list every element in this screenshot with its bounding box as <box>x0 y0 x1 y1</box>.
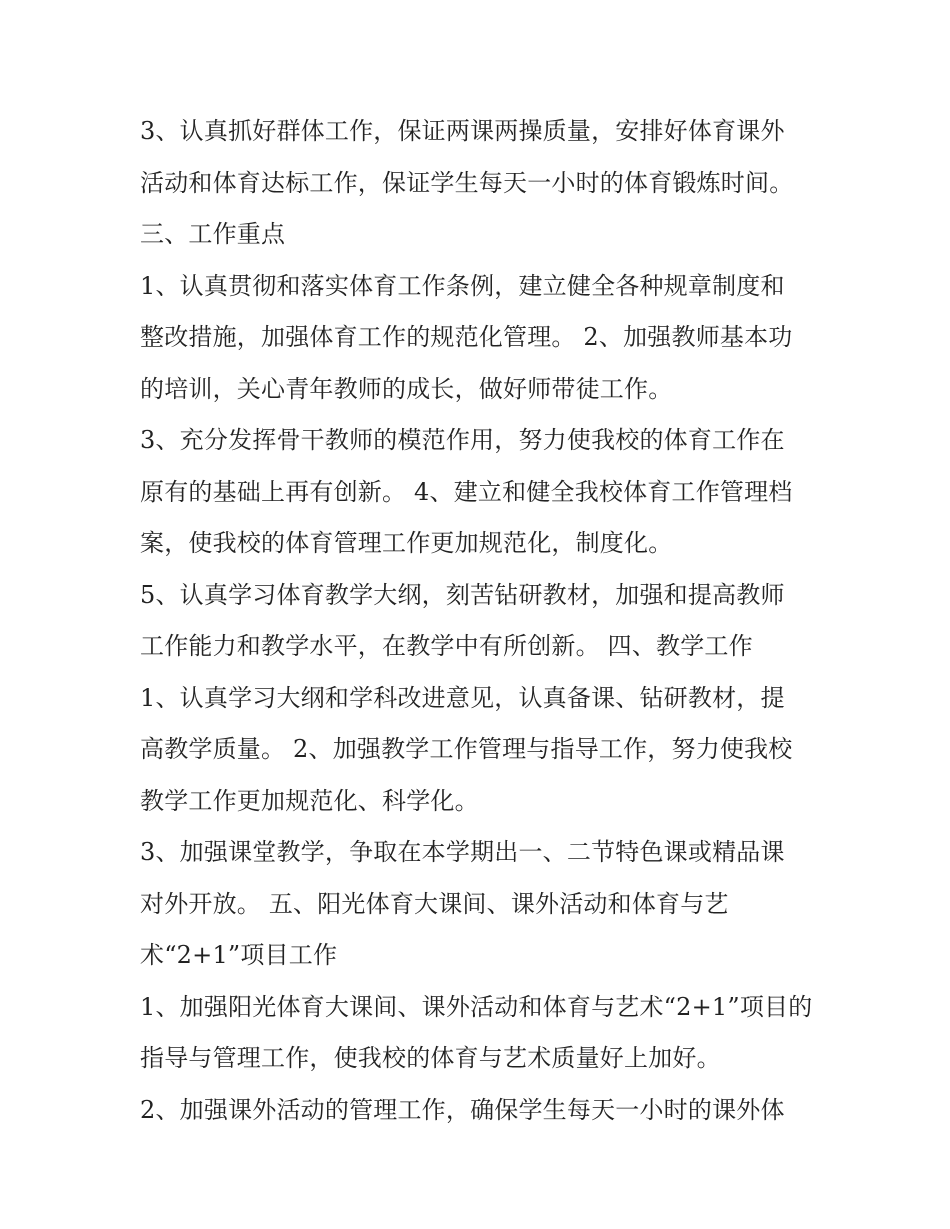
text-line: 对外开放。 五、阳光体育大课间、课外活动和体育与艺 <box>140 889 729 918</box>
text-line: 教学工作更加规范化、科学化。 <box>140 786 479 815</box>
text-line: 指导与管理工作，使我校的体育与艺术质量好上加好。 <box>140 1044 721 1072</box>
text-line: 3、充分发挥骨干教师的模范作用，努力使我校的体育工作在 <box>140 426 785 454</box>
text-line: 术“2+1”项目工作 <box>140 941 338 969</box>
text-line: 1、加强阳光体育大课间、课外活动和体育与艺术“2+1”项目的 <box>140 992 813 1021</box>
document-body <box>140 106 820 1136</box>
text-line: 的培训，关心青年教师的成长，做好师带徒工作。 <box>140 374 673 403</box>
text-line: 5、认真学习体育教学大纲，刻苦钻研教材，加强和提高教师 <box>140 580 785 609</box>
section-heading: 三、工作重点 <box>140 220 286 248</box>
text-line: 整改措施，加强体育工作的规范化管理。 2、加强教师基本功 <box>140 323 793 351</box>
text-line: 工作能力和教学水平，在教学中有所创新。 四、教学工作 <box>140 632 753 660</box>
text-line: 3、认真抓好群体工作，保证两课两操质量，安排好体育课外 <box>140 117 785 145</box>
text-line: 1、认真学习大纲和学科改进意见，认真备课、钻研教材，提 <box>140 683 785 712</box>
text-line: 1、认真贯彻和落实体育工作条例，建立健全各种规章制度和 <box>140 271 785 300</box>
text-line: 高教学质量。 2、加强教学工作管理与指导工作，努力使我校 <box>140 735 793 763</box>
text-line: 3、加强课堂教学，争取在本学期出一、二节特色课或精品课 <box>140 838 785 866</box>
text-line: 原有的基础上再有创新。 4、建立和健全我校体育工作管理档 <box>140 477 793 506</box>
text-line: 活动和体育达标工作，保证学生每天一小时的体育锻炼时间。 <box>140 168 794 197</box>
text-line: 案，使我校的体育管理工作更加规范化，制度化。 <box>140 529 673 557</box>
text-line: 2、加强课外活动的管理工作，确保学生每天一小时的课外体 <box>140 1095 785 1124</box>
